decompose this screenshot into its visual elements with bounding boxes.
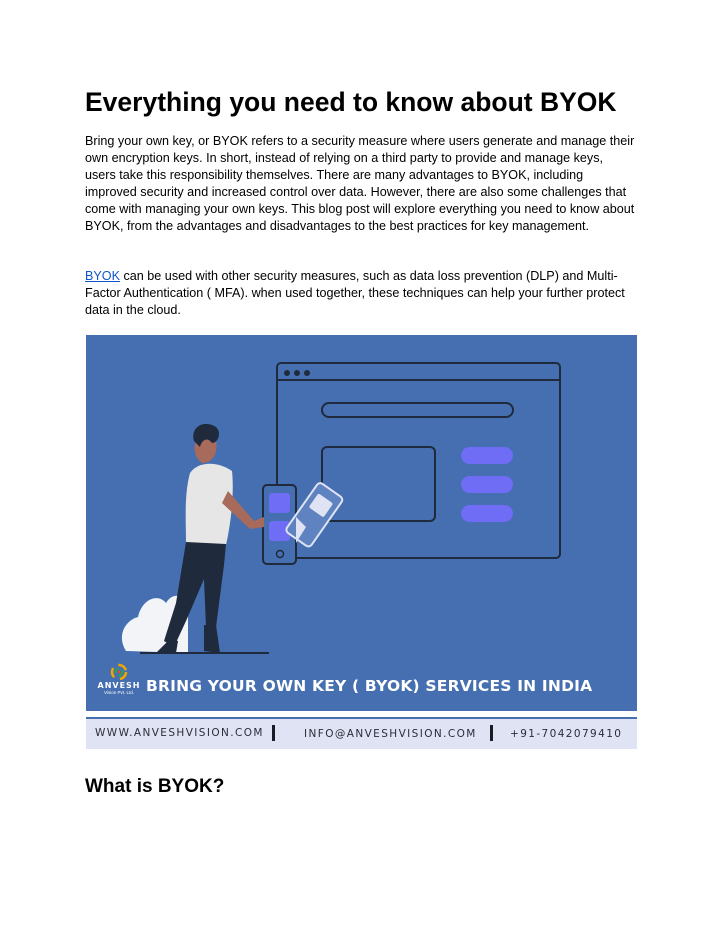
section-heading: What is BYOK?	[85, 776, 225, 797]
person-shoe-right	[204, 625, 220, 653]
banner-divider	[86, 711, 637, 717]
contact-separator	[490, 725, 493, 741]
window-dot-icon	[284, 370, 290, 376]
banner-headline: BRING YOUR OWN KEY ( BYOK) SERVICES IN INDIA	[146, 677, 593, 695]
contact-bar	[86, 719, 637, 749]
byok-paragraph-text: can be used with other security measures, such as data loss prevention (DLP) and Multi-Factor Authentication ( MFA). when used together, these techniques can help your further protect data in the cloud.	[85, 269, 625, 317]
contact-phone: +91-7042079410	[510, 728, 623, 740]
intro-paragraph: Bring your own key, or BYOK refers to a security measure where users generate and manage their own encryption keys. In short, instead of relying on a third party to provide and manage keys, users take this responsibility themselves. There are many advantages to BYOK, including improved security and increased control over data. However, there are also some challenges that come with managing your own keys. This blog post will explore everything you need to know about BYOK, from the advantages and disadvantages to the best practices for key management.	[85, 134, 635, 233]
anvesh-logo	[92, 663, 146, 703]
accent-pill-3	[461, 505, 513, 522]
device-key-1	[269, 493, 290, 513]
byok-banner-image	[86, 335, 637, 749]
contact-email: INFO@ANVESHVISION.COM	[304, 728, 477, 740]
accent-pill-1	[461, 447, 513, 464]
contact-website: WWW.ANVESHVISION.COM	[95, 727, 264, 739]
accent-pill-2	[461, 476, 513, 493]
address-bar-outline	[322, 403, 513, 417]
page-title: Everything you need to know about BYOK	[85, 87, 617, 117]
logo-swirl-icon	[109, 663, 129, 681]
logo-subtitle: Vision Pvt. Ltd.	[104, 690, 134, 695]
content-box-outline	[322, 447, 435, 521]
window-dot-icon	[294, 370, 300, 376]
byok-link[interactable]: BYOK	[85, 269, 120, 283]
window-dot-icon	[304, 370, 310, 376]
contact-separator	[272, 725, 275, 741]
logo-name: ANVESH	[97, 681, 141, 690]
byok-paragraph	[85, 268, 637, 319]
